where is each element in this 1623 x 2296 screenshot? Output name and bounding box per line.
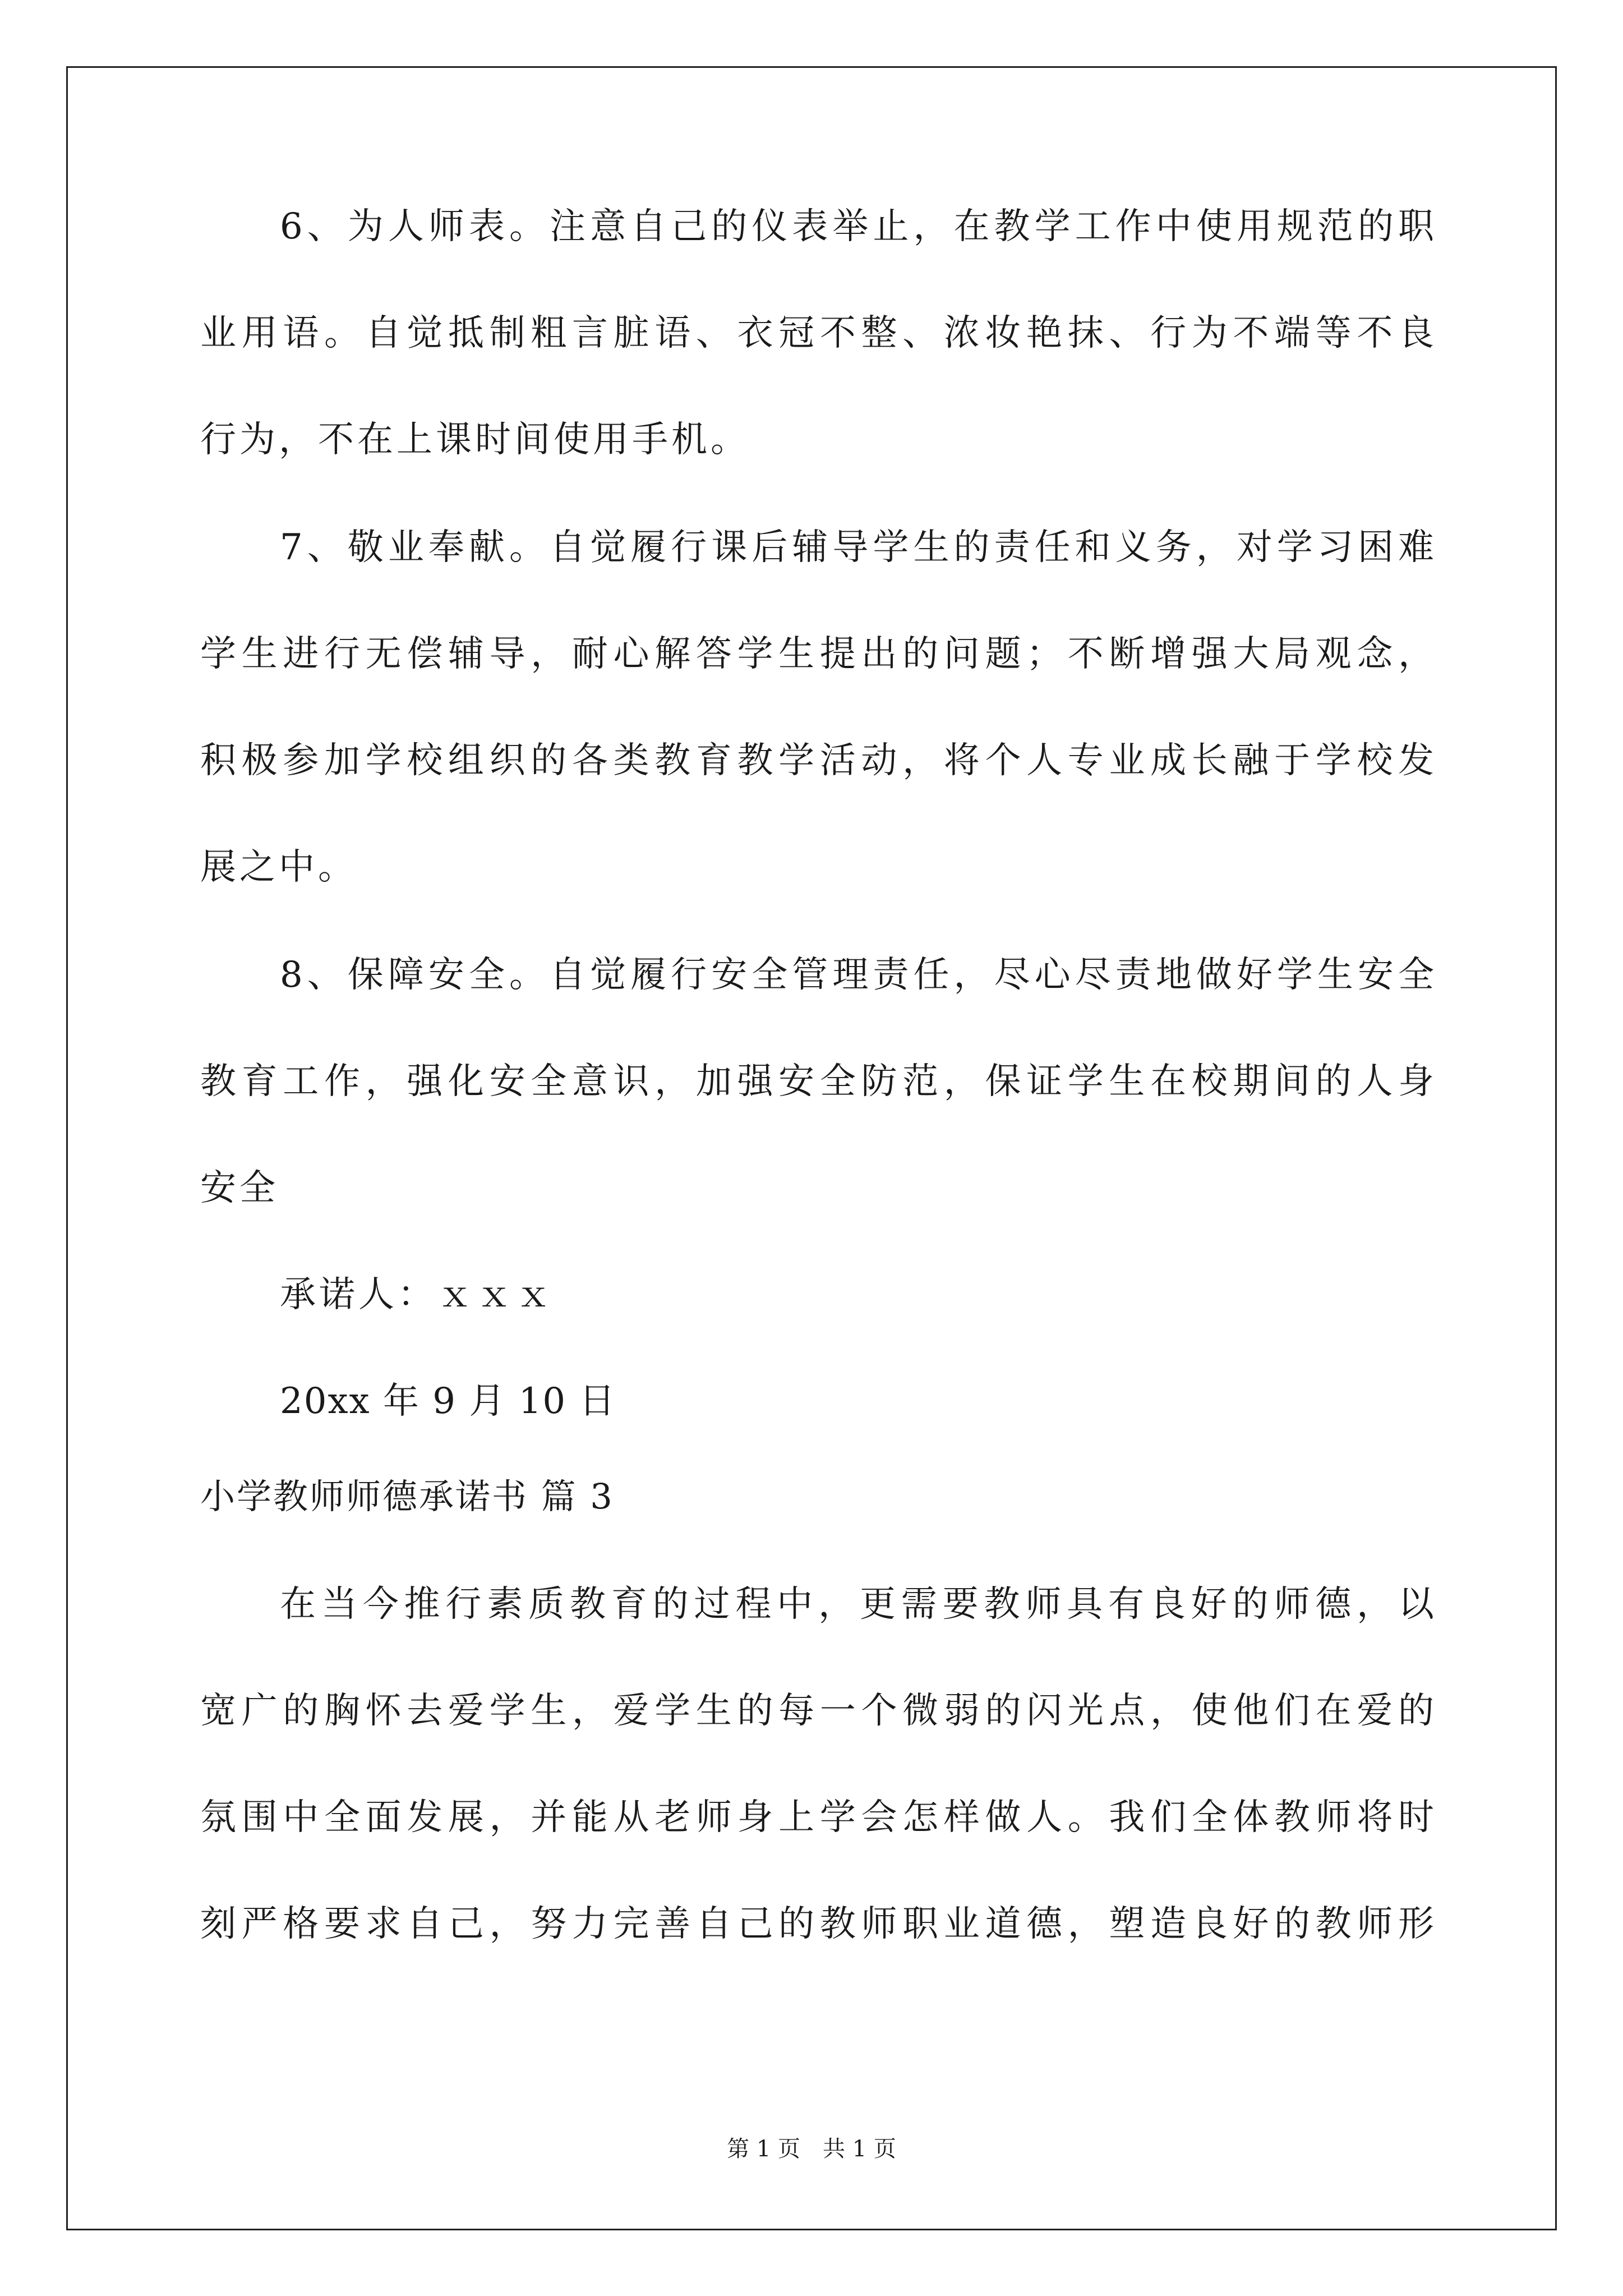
paragraph-6-line-1: 6、为人师表。注意自己的仪表举止，在教学工作中使用规范的职 [280,206,1434,247]
paragraph-7-line-4: 展之中。 [200,846,357,888]
paragraph-6-line-3: 行为，不在上课时间使用手机。 [200,419,750,461]
paragraph-8-line-1: 8、保障安全。自觉履行安全管理责任，尽心尽责地做好学生安全 [280,954,1434,996]
paragraph-7-line-1: 7、敬业奉献。自觉履行课后辅导学生的责任和义务，对学习困难 [280,527,1434,568]
date-line: 20xx 年 9 月 10 日 [280,1381,616,1422]
paragraph-8-line-2: 教育工作，强化安全意识，加强安全防范，保证学生在校期间的人身 [200,1061,1434,1102]
section-3-line-2: 宽广的胸怀去爱学生，爱学生的每一个微弱的闪光点，使他们在爱的 [200,1690,1434,1732]
paragraph-7-line-2: 学生进行无偿辅导，耐心解答学生提出的问题；不断增强大局观念， [200,633,1434,675]
section-3-line-3: 氛围中全面发展，并能从老师身上学会怎样做人。我们全体教师将时 [200,1797,1434,1838]
paragraph-8-line-3: 安全 [200,1167,279,1209]
section-heading: 小学教师师德承诺书 篇 3 [200,1476,614,1517]
signatory-line: 承诺人：ｘｘｘ [280,1274,555,1315]
paragraph-7-line-3: 积极参加学校组织的各类教育教学活动，将个人专业成长融于学校发 [200,740,1434,781]
paragraph-6-line-2: 业用语。自觉抵制粗言脏语、衣冠不整、浓妆艳抹、行为不端等不良 [200,312,1434,354]
section-3-line-1: 在当今推行素质教育的过程中，更需要教师具有良好的师德，以 [280,1584,1434,1625]
section-3-line-4: 刻严格要求自己，努力完善自己的教师职业道德，塑造良好的教师形 [200,1903,1434,1945]
page-number-footer: 第 1 页 共 1 页 [727,2136,896,2162]
